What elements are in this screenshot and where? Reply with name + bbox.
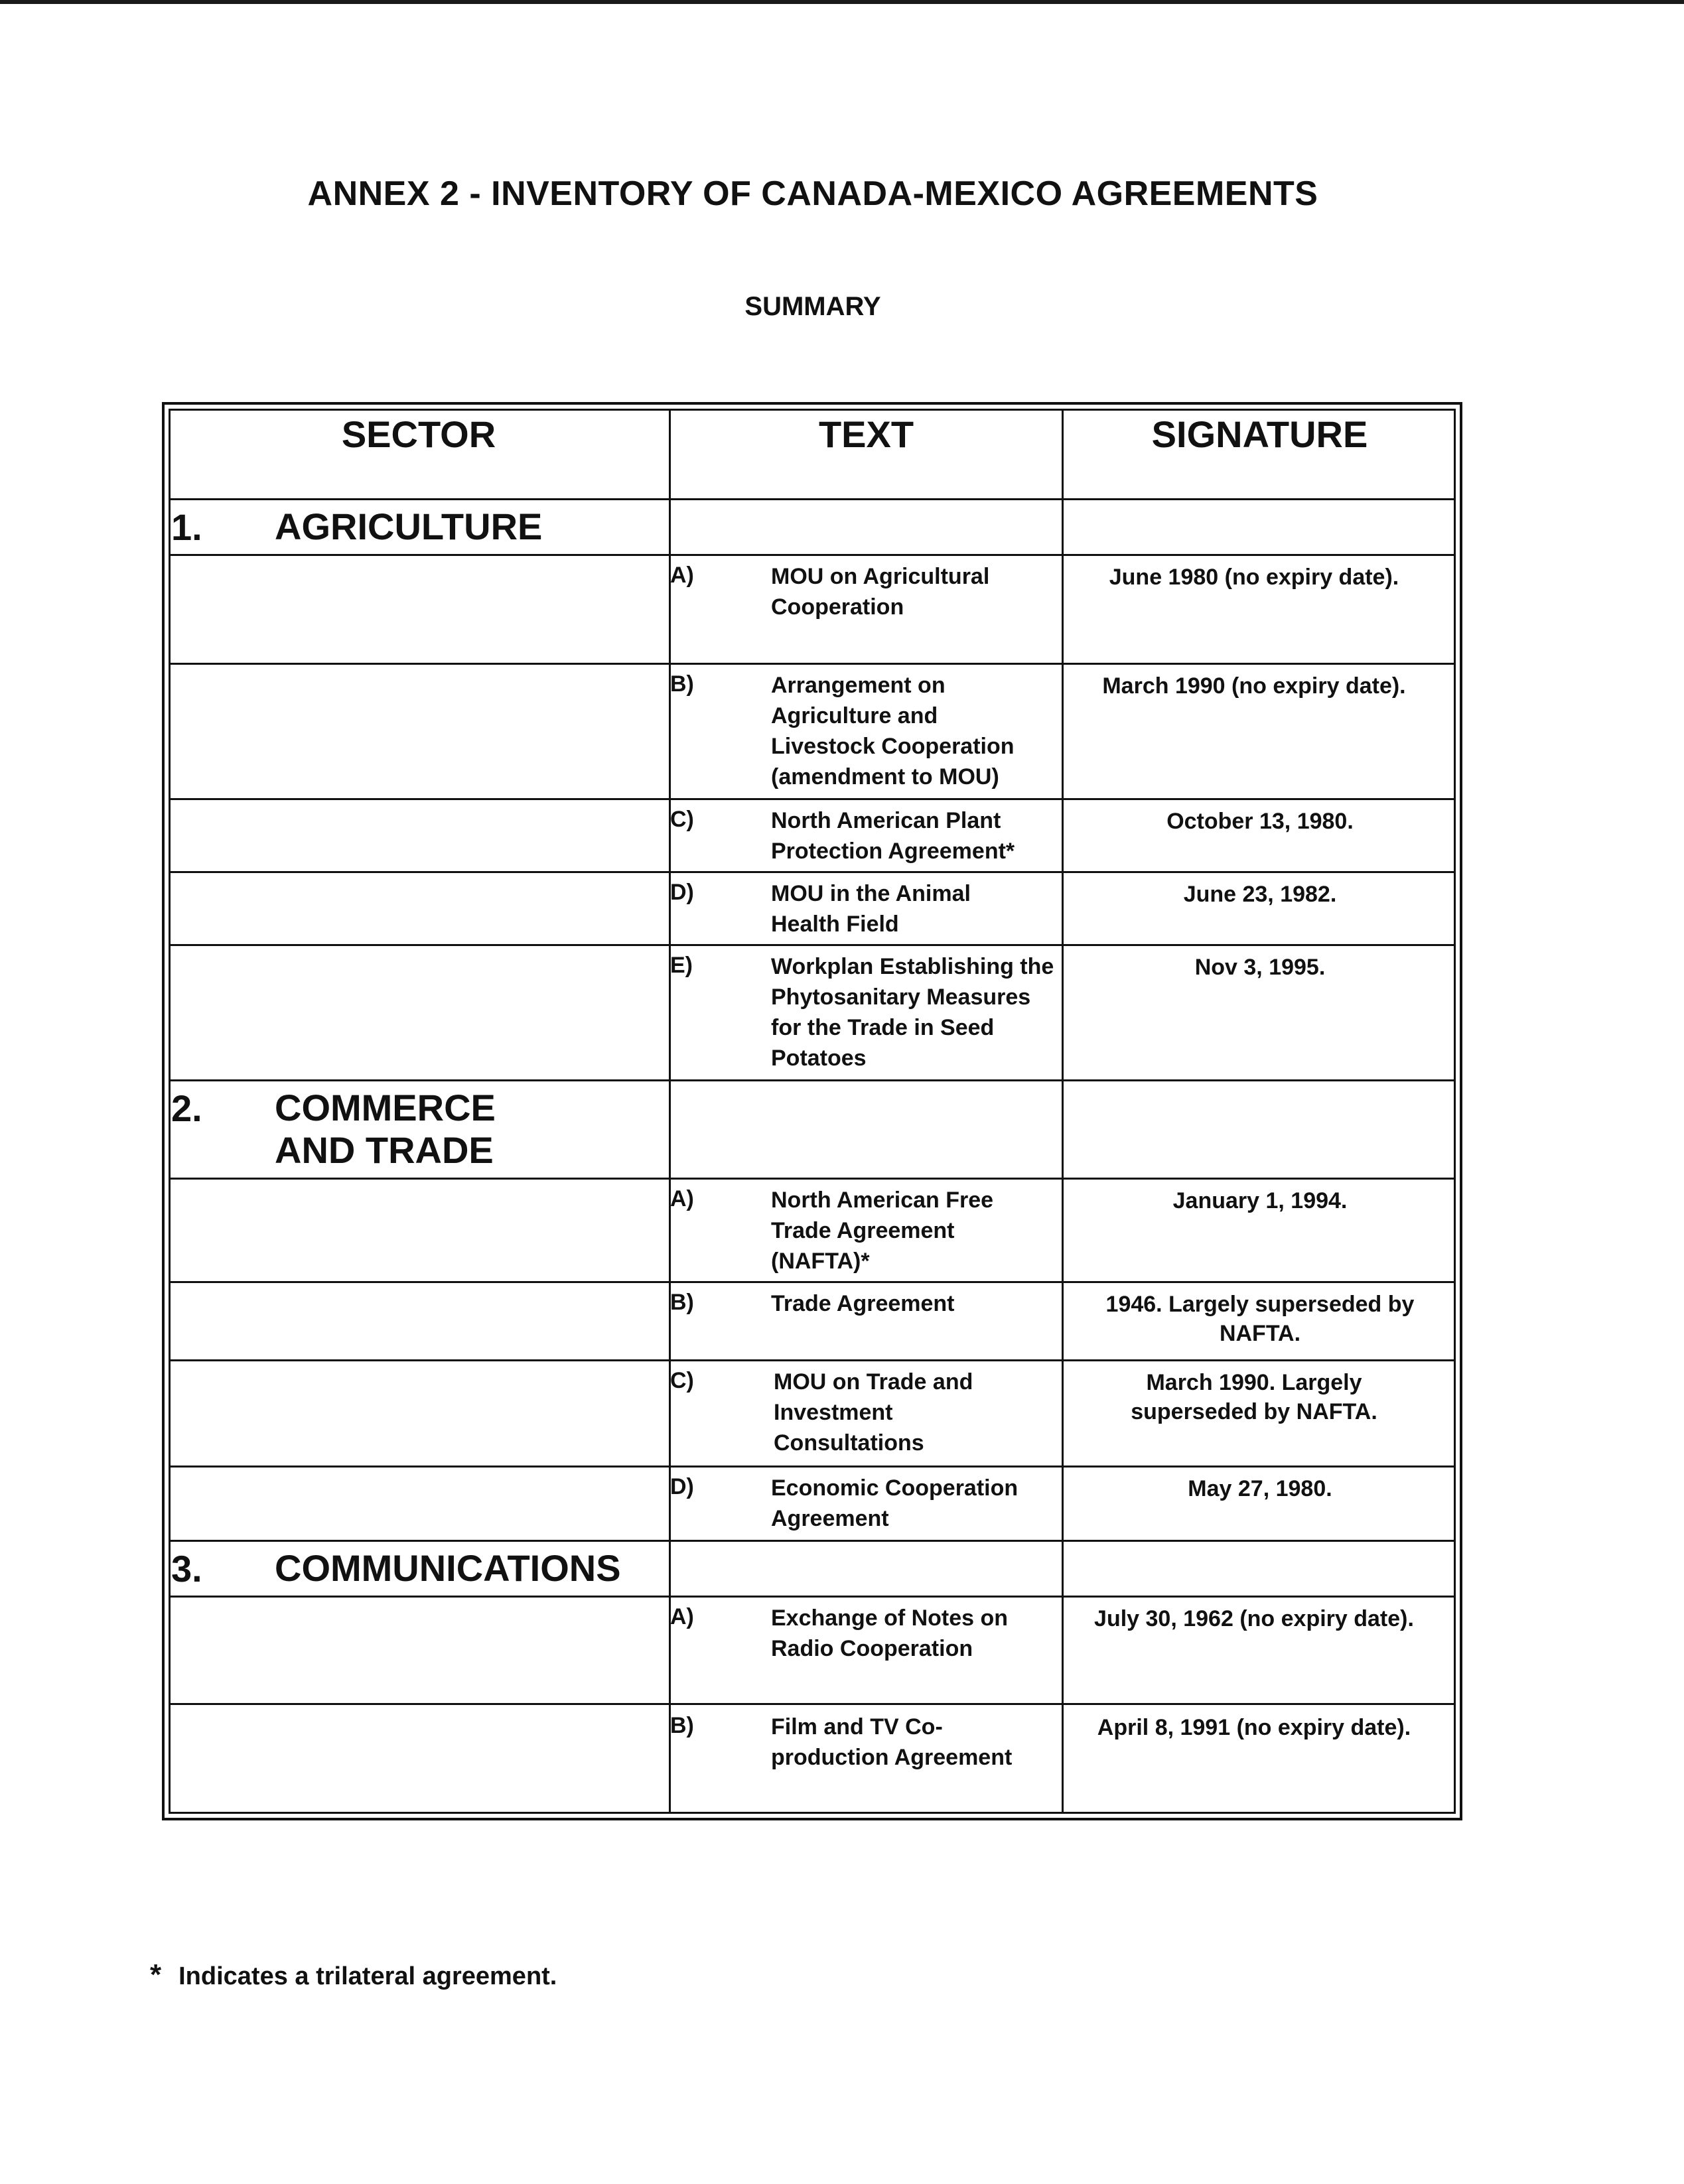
item-letter: D): [670, 1474, 694, 1499]
item-letter: B): [670, 671, 694, 697]
sector-number: 3.: [171, 1548, 202, 1590]
item-letter: A): [670, 1186, 694, 1211]
agreement-text: Workplan Establishing the Phytosanitary Measures for the Trade in Seed Potatoes: [771, 954, 1054, 1071]
signature-date: January 1, 1994.: [1172, 1188, 1348, 1213]
footnote-text: Indicates a trilateral agreement.: [178, 1962, 557, 1990]
agreement-text: MOU in the Animal Health Field: [771, 881, 971, 937]
sector-name: AGRICULTURE: [275, 506, 543, 547]
sector-number: 1.: [171, 506, 202, 548]
signature-date: October 13, 1980.: [1166, 809, 1354, 834]
signature-date: June 1980 (no expiry date).: [1109, 565, 1399, 590]
signature-date: April 8, 1991 (no expiry date).: [1097, 1715, 1411, 1740]
document-title: ANNEX 2 - INVENTORY OF CANADA-MEXICO AGREEMENTS: [307, 174, 1318, 213]
agreement-text: Exchange of Notes on Radio Cooperation: [771, 1605, 1009, 1661]
item-letter: B): [670, 1713, 694, 1738]
footnote-symbol: *: [150, 1958, 162, 1991]
item-letter: C): [670, 807, 694, 832]
column-header-sector: SECTOR: [341, 413, 496, 455]
column-header-text: TEXT: [818, 413, 914, 455]
item-letter: D): [670, 880, 694, 905]
item-letter: A): [670, 1604, 694, 1629]
footnote: [150, 1958, 557, 1992]
item-letter: C): [670, 1368, 694, 1393]
scan-top-edge: [0, 0, 1684, 4]
agreement-text: North American Plant Protection Agreement*: [771, 808, 1015, 864]
column-header-signature: SIGNATURE: [1151, 413, 1368, 455]
sector-name: COMMUNICATIONS: [275, 1547, 621, 1589]
item-letter: E): [670, 953, 693, 978]
signature-date: 1946. Largely superseded by NAFTA.: [1105, 1292, 1415, 1346]
sector-number: 2.: [171, 1087, 202, 1129]
agreement-text: Trade Agreement: [771, 1291, 955, 1316]
signature-date: March 1990 (no expiry date).: [1102, 673, 1406, 699]
agreement-text: Film and TV Co-production Agreement: [771, 1714, 1013, 1770]
agreement-text: Arrangement on Agriculture and Livestock Cooperation (amendment to MOU): [771, 673, 1015, 789]
item-letter: A): [670, 563, 694, 588]
agreement-text: Economic Cooperation Agreement: [771, 1475, 1018, 1531]
agreement-text: North American Free Trade Agreement (NAFTA)*: [771, 1188, 994, 1274]
signature-date: May 27, 1980.: [1188, 1476, 1332, 1501]
agreement-text: MOU on Agricultural Cooperation: [771, 564, 990, 620]
agreement-text: MOU on Trade and Investment Consultations: [774, 1369, 973, 1456]
signature-date: March 1990. Largely superseded by NAFTA.: [1131, 1370, 1377, 1424]
sector-name: COMMERCE AND TRADE: [275, 1087, 496, 1171]
signature-date: Nov 3, 1995.: [1194, 955, 1326, 980]
signature-date: June 23, 1982.: [1183, 882, 1337, 907]
document-subtitle: SUMMARY: [744, 292, 881, 321]
signature-date: July 30, 1962 (no expiry date).: [1094, 1606, 1414, 1631]
item-letter: B): [670, 1290, 694, 1315]
